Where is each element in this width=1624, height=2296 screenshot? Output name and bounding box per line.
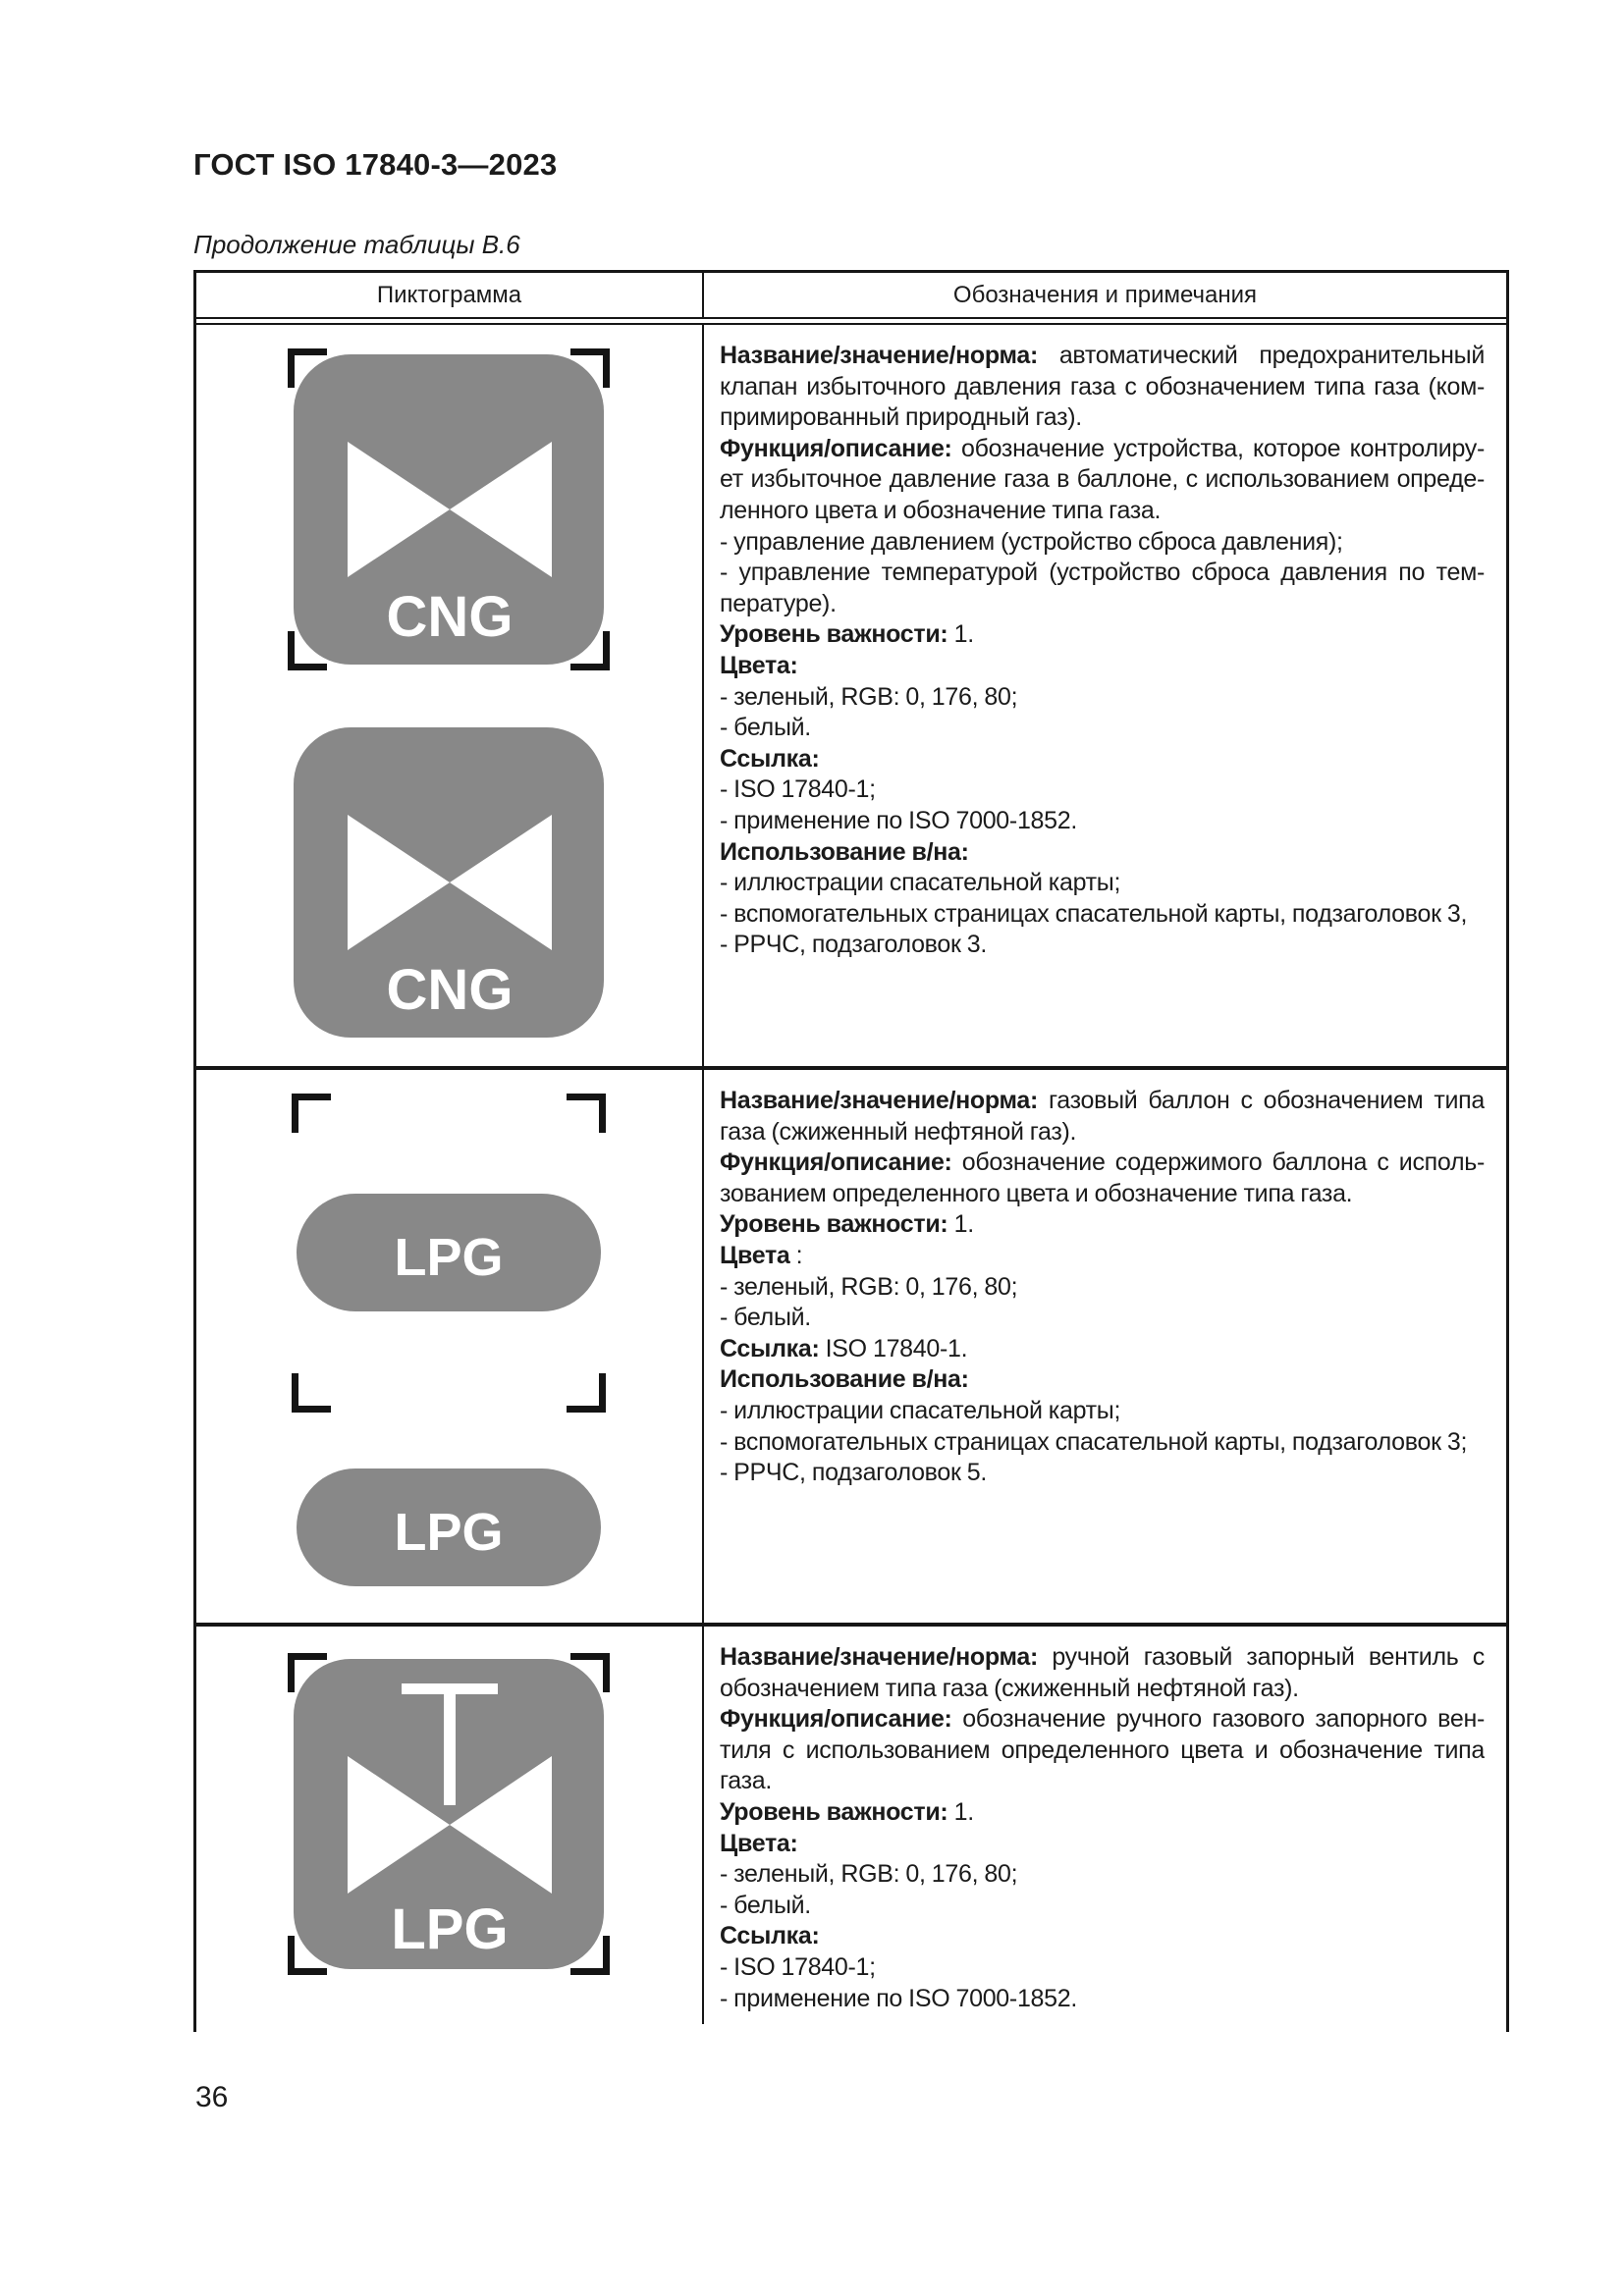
lpg-pill-icon [296,1193,602,1312]
lpg-cylinder-pictogram-with-crop-marks [293,1095,605,1412]
text-line: - применение по ISO 7000-1852. [720,1984,1078,2012]
text-line: Уровень важности: 1. [720,1797,974,1826]
lpg-manual-shutoff-valve-pictogram-with-crop-marks [293,1658,605,1970]
crop-mark-icon [570,631,610,670]
page-number: 36 [195,2081,229,2113]
manual-valve-icon [293,1658,605,1970]
text-line: Название/значение/норма: автоматический предохранительный [720,342,1485,369]
field-label: Использование в/на: [720,1365,969,1394]
text-line: Уровень важности: 1. [720,1210,974,1239]
field-label: Цвета [720,1241,790,1269]
crop-mark-icon [288,631,327,670]
text-line: газа. [720,1767,773,1795]
field-label: Цвета: [720,651,798,679]
text-line: Функция/описание: обозначение устройства, которое контролиру- [720,434,1485,462]
text-line: Название/значение/норма: газовый баллон с обозначением типа [720,1087,1485,1114]
text-line: обозначением типа газа (сжиженный нефтяной газ). [720,1674,1299,1702]
valve-bowtie-icon [293,726,605,1039]
text-line: зованием определенного цвета и обозначение типа газа. [720,1179,1353,1207]
table-body [196,325,1506,2024]
crop-mark-icon [570,348,610,388]
text-line: - вспомогательных страницах спасательной карты, подзаголовок 3, [720,899,1468,928]
crop-mark-icon [288,348,327,388]
table-row [196,1066,1506,1623]
crop-mark-icon [288,1936,327,1975]
lpg-cylinder-pictogram [296,1468,602,1587]
notes-cell [704,1070,1506,1623]
text-line: Цвета : [720,1241,803,1269]
field-label: Функция/описание: [720,1148,952,1177]
text-line: Функция/описание: обозначение содержимого баллона с исполь- [720,1148,1485,1177]
cng-auto-relief-valve-pictogram [293,726,605,1039]
svg-text:CNG: CNG [386,585,514,649]
table-row [196,325,1506,1066]
svg-text:LPG: LPG [391,1897,509,1961]
text-line [720,651,1485,682]
text-line: - ISO 17840-1; [720,1952,876,1981]
field-label: Функция/описание: [720,1705,952,1734]
text-line: - РРЧС, подзаголовок 5. [720,1459,988,1487]
pictogram-cell [196,1070,704,1623]
field-label: Название/значение/норма: [720,1087,1039,1114]
text-line: - зеленый, RGB: 0, 176, 80; [720,682,1018,711]
crop-mark-icon [570,1936,610,1975]
text-line: Название/значение/норма: ручной газовый запорный вентиль с [720,1643,1485,1671]
text-line: Уровень важности: 1. [720,620,974,649]
text-line: клапан избыточного давления газа с обозначением типа газа (ком- [720,372,1485,400]
text-line: - иллюстрации спасательной карты; [720,1396,1121,1424]
text-line: - белый. [720,714,811,742]
cng-auto-relief-valve-pictogram-with-crop-marks [293,353,605,666]
header-double-rule [196,317,1506,325]
text-line [720,837,1485,869]
table-row [196,1623,1506,2024]
text-line: - белый. [720,1891,811,1919]
text-line: - управление давлением (устройство сброса давления); [720,527,1343,556]
field-label: Ссылка: [720,744,820,773]
text-line: ет избыточное давление газа в баллоне, с использованием опреде- [720,465,1485,494]
lpg-pill-icon [296,1468,602,1587]
field-label: Ссылка: [720,1334,820,1362]
table-caption: Продолжение таблицы В.6 [193,230,520,259]
field-label: Название/значение/норма: [720,342,1039,369]
text-line: - управление температурой (устройство сброса давления по тем- [720,559,1485,587]
header-cell-notes: Обозначения и примечания [952,281,1258,308]
text-line [720,1921,1485,1952]
field-label: Ссылка: [720,1922,820,1950]
field-label: Функция/описание: [720,434,952,462]
text-line: - применение по ISO 7000-1852. [720,806,1078,834]
crop-mark-icon [292,1373,331,1413]
field-label: Название/значение/норма: [720,1643,1039,1671]
text-line [720,744,1485,775]
svg-text:LPG: LPG [394,1503,504,1562]
text-line: тиля с использованием определенного цвета и обозначение типа [720,1735,1485,1764]
text-line: ленного цвета и обозначение типа газа. [720,496,1162,524]
field-label: Цвета: [720,1829,798,1857]
text-line: - иллюстрации спасательной карты; [720,869,1121,897]
text-line: - ISO 17840-1; [720,775,876,804]
text-line: Функция/описание: обозначение ручного газового запорного вен- [720,1705,1485,1734]
valve-bowtie-icon [293,353,605,666]
text-line [720,1829,1485,1860]
text-line: - зеленый, RGB: 0, 176, 80; [720,1272,1018,1301]
crop-mark-icon [292,1094,331,1133]
notes-cell [704,325,1506,1066]
field-label: Уровень важности: [720,1210,948,1239]
text-line: газа (сжиженный нефтяной газ). [720,1117,1077,1146]
pictogram-cell [196,325,704,1066]
crop-mark-icon [567,1373,606,1413]
pictogram-cell [196,1627,704,2024]
text-line: - вспомогательных страницах спасательной карты, подзаголовок 3; [720,1427,1468,1456]
text-line: примированный природный газ). [720,403,1082,432]
text-line: - РРЧС, подзаголовок 3. [720,931,988,959]
text-line [720,1364,1485,1396]
table-header-row [196,273,1506,317]
svg-text:CNG: CNG [386,958,514,1022]
notes-cell [704,1627,1506,2024]
pictogram-table [193,270,1509,2032]
field-label: Уровень важности: [720,620,948,649]
crop-mark-icon [288,1653,327,1692]
text-line: - зеленый, RGB: 0, 176, 80; [720,1860,1018,1889]
crop-mark-icon [570,1653,610,1692]
crop-mark-icon [567,1094,606,1133]
field-label: Использование в/на: [720,837,969,866]
page-title: ГОСТ ISO 17840-3—2023 [193,147,558,182]
text-line: - белый. [720,1304,811,1332]
field-label: Уровень важности: [720,1797,948,1826]
svg-text:LPG: LPG [394,1228,504,1287]
text-line: Ссылка: ISO 17840-1. [720,1334,968,1362]
header-cell-pictogram: Пиктограмма [196,273,704,317]
text-line: пературе). [720,589,837,617]
